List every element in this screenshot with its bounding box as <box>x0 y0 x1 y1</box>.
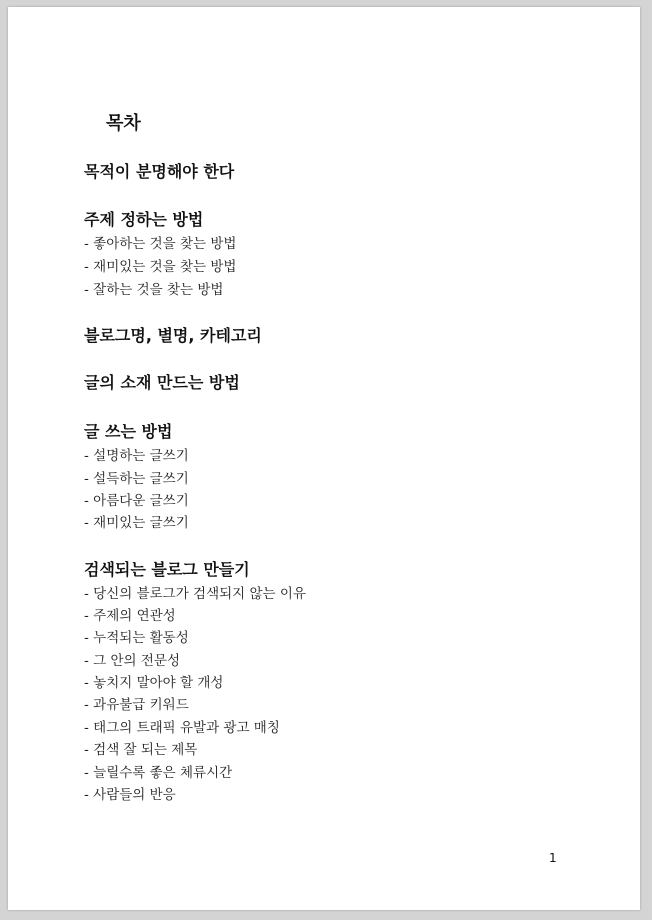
list-item: - 주제의 연관성 <box>84 608 176 624</box>
section-heading: 주제 정하는 방법 <box>84 210 204 229</box>
list-item: - 사람들의 반응 <box>84 787 176 803</box>
list-item: - 좋아하는 것을 찾는 방법 <box>84 236 237 252</box>
list-item: - 태그의 트래픽 유발과 광고 매칭 <box>84 720 280 736</box>
section-heading: 목적이 분명해야 한다 <box>84 162 235 181</box>
list-item: - 잘하는 것을 찾는 방법 <box>84 282 224 298</box>
section-heading: 블로그명, 별명, 카테고리 <box>84 326 262 345</box>
list-item: - 재미있는 것을 찾는 방법 <box>84 259 237 275</box>
page-number: 1 <box>549 851 557 865</box>
document-page <box>8 7 640 910</box>
list-item: - 설득하는 글쓰기 <box>84 471 189 487</box>
section-heading: 검색되는 블로그 만들기 <box>84 560 250 579</box>
list-item: - 누적되는 활동성 <box>84 630 189 646</box>
list-item: - 놓치지 말아야 할 개성 <box>84 675 224 691</box>
list-item: - 당신의 블로그가 검색되지 않는 이유 <box>84 586 306 602</box>
section-heading: 글 쓰는 방법 <box>84 422 173 441</box>
list-item: - 늘릴수록 좋은 체류시간 <box>84 765 233 781</box>
list-item: - 설명하는 글쓰기 <box>84 448 189 464</box>
list-item: - 그 안의 전문성 <box>84 653 180 669</box>
list-item: - 검색 잘 되는 제목 <box>84 742 198 758</box>
toc-title: 목차 <box>106 113 141 134</box>
section-heading: 글의 소재 만드는 방법 <box>84 373 240 392</box>
list-item: - 과유불급 키워드 <box>84 697 189 713</box>
list-item: - 아름다운 글쓰기 <box>84 493 189 509</box>
list-item: - 재미있는 글쓰기 <box>84 515 189 531</box>
